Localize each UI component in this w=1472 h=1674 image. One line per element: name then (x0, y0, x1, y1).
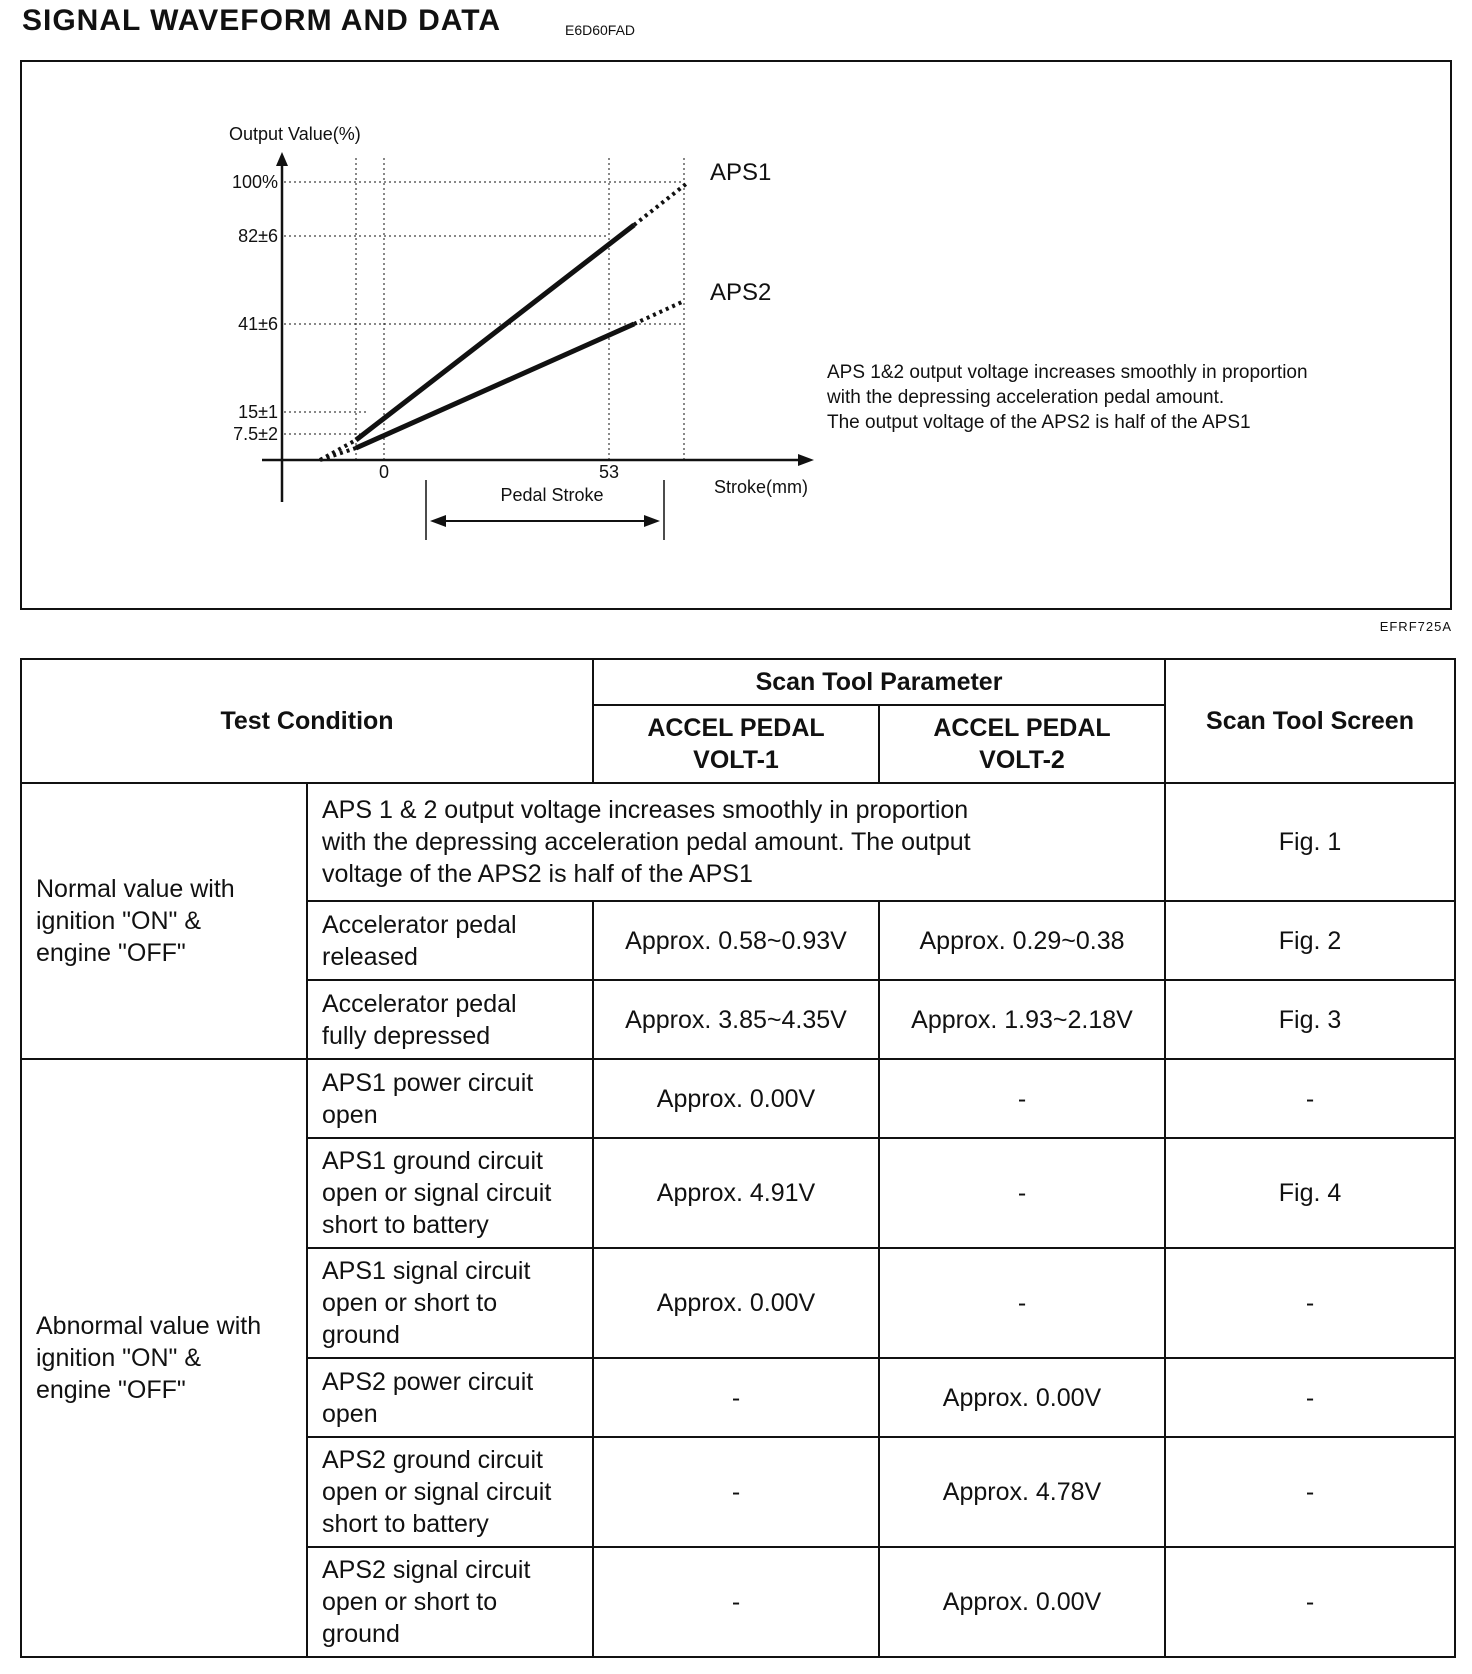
aps2-line (356, 324, 634, 448)
page-title-code: E6D60FAD (565, 22, 636, 38)
volt2-cell: Approx. 4.78V (879, 1437, 1165, 1547)
screen-cell: - (1165, 1358, 1455, 1437)
volt1-cell: Approx. 4.91V (593, 1138, 879, 1248)
condition-cell: APS2 ground circuit open or signal circuit short to battery (307, 1437, 593, 1547)
aps1-line (356, 225, 634, 440)
accel-pedal-volt-1-header: ACCEL PEDAL VOLT-1 (593, 705, 879, 783)
volt2-cell: Approx. 1.93~2.18V (879, 980, 1165, 1059)
condition-cell: APS2 power circuit open (307, 1358, 593, 1437)
volt1-cell: - (593, 1547, 879, 1657)
normal-value-group: Normal value with ignition "ON" & engine "OFF" (21, 783, 307, 1059)
condition-cell: Accelerator pedal fully depressed (307, 980, 593, 1059)
volt2-cell: Approx. 0.00V (879, 1358, 1165, 1437)
screen-cell: - (1165, 1059, 1455, 1138)
screen-cell: - (1165, 1437, 1455, 1547)
table-header-row (21, 659, 1455, 705)
table-row (21, 783, 1455, 901)
volt2-cell: Approx. 0.00V (879, 1547, 1165, 1657)
aps2-line-extension (634, 302, 682, 324)
volt1-cell: Approx. 0.00V (593, 1059, 879, 1138)
volt2-cell: - (879, 1059, 1165, 1138)
pedal-stroke-arrow-right (644, 515, 660, 527)
chart-note-line: The output voltage of the APS2 is half of the APS1 (827, 412, 1251, 433)
table-row (21, 1059, 1455, 1138)
chart-note (827, 360, 1308, 435)
figure-code: EFRF725A (1379, 619, 1452, 634)
pedal-stroke-label: Pedal Stroke (500, 485, 604, 505)
chart-note-line: with the depressing acceleration pedal amount. (827, 387, 1225, 408)
condition-cell: APS1 ground circuit open or signal circuit short to battery (307, 1138, 593, 1248)
screen-cell: Fig. 1 (1165, 783, 1455, 901)
aps1-line-extension (320, 440, 356, 460)
x-axis-title: Stroke(mm) (714, 477, 808, 497)
screen-cell: - (1165, 1248, 1455, 1358)
condition-cell: Accelerator pedal released (307, 901, 593, 980)
aps2-label: APS2 (710, 279, 772, 306)
volt1-cell: Approx. 0.58~0.93V (593, 901, 879, 980)
y-tick-label: 15±1 (238, 402, 278, 422)
aps1-line-extension (634, 184, 686, 225)
test-condition-header: Test Condition (21, 659, 593, 783)
y-tick-label: 7.5±2 (233, 424, 278, 444)
page-title: SIGNAL WAVEFORM AND DATA (22, 4, 501, 37)
scan-tool-parameter-header: Scan Tool Parameter (593, 659, 1165, 705)
scan-tool-data-table (20, 658, 1456, 1658)
condition-cell: APS1 power circuit open (307, 1059, 593, 1138)
y-tick-label: 41±6 (238, 314, 278, 334)
volt2-cell: - (879, 1138, 1165, 1248)
y-axis-title: Output Value(%) (229, 124, 361, 144)
abnormal-value-group: Abnormal value with ignition "ON" & engine "OFF" (21, 1059, 307, 1657)
y-tick-label: 100% (231, 172, 278, 192)
x-tick-label: 0 (378, 462, 390, 482)
screen-cell: Fig. 4 (1165, 1138, 1455, 1248)
condition-cell: APS 1 & 2 output voltage increases smoothly in proportion with the depressing acceleration pedal amount. The output voltage of the APS2 is half of the APS1 (307, 783, 1165, 901)
y-axis-arrow (276, 152, 288, 166)
volt2-cell: - (879, 1248, 1165, 1358)
condition-cell: APS2 signal circuit open or short to ground (307, 1547, 593, 1657)
x-axis-arrow (798, 454, 814, 466)
volt2-cell: Approx. 0.29~0.38 (879, 901, 1165, 980)
scan-tool-screen-header: Scan Tool Screen (1165, 659, 1455, 783)
screen-cell: Fig. 2 (1165, 901, 1455, 980)
chart-note-line: APS 1&2 output voltage increases smoothly in proportion (827, 362, 1308, 383)
aps2-line-extension (320, 448, 356, 460)
volt1-cell: Approx. 3.85~4.35V (593, 980, 879, 1059)
volt1-cell: - (593, 1437, 879, 1547)
aps-output-chart (22, 62, 1454, 612)
volt1-cell: Approx. 0.00V (593, 1248, 879, 1358)
screen-cell: - (1165, 1547, 1455, 1657)
accel-pedal-volt-2-header: ACCEL PEDAL VOLT-2 (879, 705, 1165, 783)
condition-cell: APS1 signal circuit open or short to ground (307, 1248, 593, 1358)
volt1-cell: - (593, 1358, 879, 1437)
aps1-label: APS1 (710, 159, 772, 186)
x-tick-label: 53 (598, 462, 620, 482)
y-tick-label: 82±6 (238, 226, 278, 246)
pedal-stroke-arrow-left (430, 515, 446, 527)
signal-waveform-figure (20, 60, 1452, 610)
screen-cell: Fig. 3 (1165, 980, 1455, 1059)
